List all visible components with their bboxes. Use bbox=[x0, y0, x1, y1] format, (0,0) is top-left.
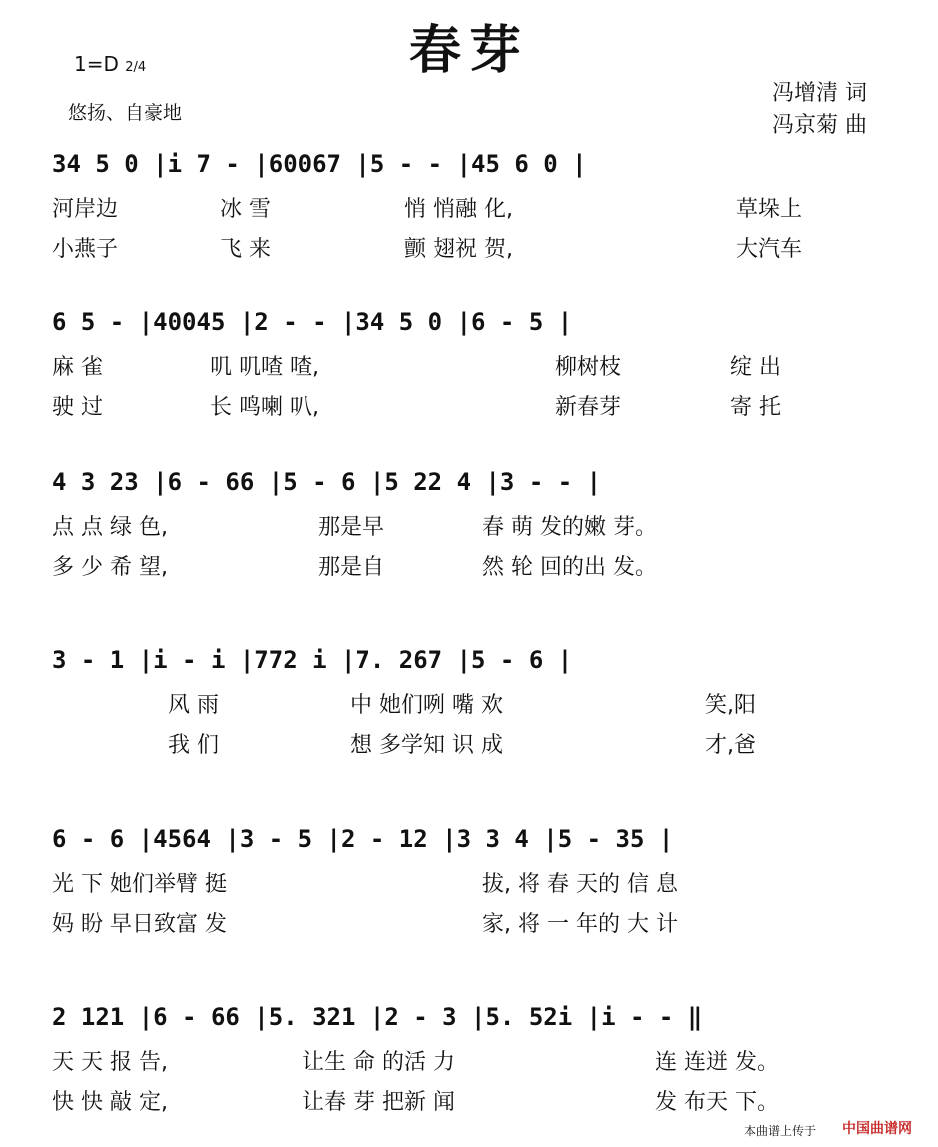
time-signature: 2/4 bbox=[125, 60, 147, 75]
lyric-line-2 bbox=[0, 731, 938, 761]
notation-line bbox=[0, 643, 938, 677]
lyric-phrase: 家, 将 一 年的 大 计 bbox=[482, 912, 678, 937]
lyric-phrase: 长 鸣喇 叭, bbox=[210, 395, 319, 420]
lyric-phrase: 中 她们咧 嘴 欢 bbox=[350, 693, 503, 718]
lyric-phrase: 妈 盼 早日致富 发 bbox=[52, 912, 227, 937]
notation-text: 6 - 6 |4564 |3 - 5 |2 - 12 |3 3 4 |5 - 35 | bbox=[52, 825, 674, 853]
footer-text: 本曲谱上传于 bbox=[744, 1124, 817, 1138]
song-title: 春芽 bbox=[408, 21, 529, 81]
notation-line bbox=[0, 305, 938, 339]
lyric-phrase: 点 点 绿 色, bbox=[52, 515, 168, 540]
composer-credit: 冯京菊 曲 bbox=[772, 113, 867, 138]
lyric-line-1 bbox=[0, 195, 938, 225]
notation-line bbox=[0, 822, 938, 856]
lyric-phrase: 让春 芽 把新 闻 bbox=[302, 1090, 455, 1115]
notation-line bbox=[0, 147, 938, 181]
lyric-phrase: 大汽车 bbox=[736, 237, 803, 262]
lyric-line-1 bbox=[0, 691, 938, 721]
notation-text: 4 3 23 |6 - 66 |5 - 6 |5 22 4 |3 - - | bbox=[52, 468, 602, 496]
notation-text: 6 5 - |40045 |2 - - |34 5 0 |6 - 5 | bbox=[52, 308, 573, 336]
tempo-marking: 悠扬、自豪地 bbox=[68, 102, 183, 124]
lyric-phrase: 冰 雪 bbox=[220, 197, 271, 222]
lyric-phrase: 多 少 希 望, bbox=[52, 555, 168, 580]
lyric-phrase: 我 们 bbox=[168, 733, 219, 758]
lyric-line-1 bbox=[0, 870, 938, 900]
lyric-phrase: 那是自 bbox=[318, 555, 385, 580]
lyric-phrase: 才,爸 bbox=[705, 733, 756, 758]
notation-line bbox=[0, 1000, 938, 1034]
notation-text: 34 5 0 |i 7 - |60067 |5 - - |45 6 0 | bbox=[52, 150, 587, 178]
lyric-line-2 bbox=[0, 235, 938, 265]
lyric-phrase: 新春芽 bbox=[555, 395, 622, 420]
lyric-phrase: 光 下 她们举臂 挺 bbox=[52, 872, 227, 897]
lyric-phrase: 然 轮 回的出 发。 bbox=[482, 555, 657, 580]
lyric-phrase: 草垛上 bbox=[736, 197, 803, 222]
lyric-phrase: 驶 过 bbox=[52, 395, 103, 420]
lyric-phrase: 连 连迸 发。 bbox=[655, 1050, 779, 1075]
notation-text: 2 121 |6 - 66 |5. 321 |2 - 3 |5. 52i |i - - ‖ bbox=[52, 1003, 703, 1031]
lyric-phrase: 叽 叽喳 喳, bbox=[210, 355, 319, 380]
lyric-phrase: 想 多学知 识 成 bbox=[350, 733, 503, 758]
lyric-phrase: 柳树枝 bbox=[555, 355, 622, 380]
lyric-phrase: 天 天 报 告, bbox=[52, 1050, 168, 1075]
lyric-phrase: 悄 悄融 化, bbox=[404, 197, 513, 222]
lyric-line-2 bbox=[0, 910, 938, 940]
lyric-phrase: 飞 来 bbox=[220, 237, 271, 262]
lyric-line-2 bbox=[0, 393, 938, 423]
lyric-phrase: 麻 雀 bbox=[52, 355, 103, 380]
lyric-phrase: 那是早 bbox=[318, 515, 385, 540]
lyric-line-1 bbox=[0, 1048, 938, 1078]
lyric-phrase: 小燕子 bbox=[52, 237, 119, 262]
lyric-line-2 bbox=[0, 553, 938, 583]
lyric-phrase: 发 布天 下。 bbox=[655, 1090, 779, 1115]
lyric-line-1 bbox=[0, 513, 938, 543]
key-signature: 1=D 2/4 bbox=[74, 52, 147, 76]
lyric-phrase: 寄 托 bbox=[730, 395, 781, 420]
notation-line bbox=[0, 465, 938, 499]
lyric-phrase: 颤 翅祝 贺, bbox=[404, 237, 513, 262]
lyric-phrase: 风 雨 bbox=[168, 693, 219, 718]
lyric-line-2 bbox=[0, 1088, 938, 1118]
lyric-phrase: 快 快 敲 定, bbox=[52, 1090, 168, 1115]
lyric-phrase: 河岸边 bbox=[52, 197, 119, 222]
lyric-phrase: 春 萌 发的嫩 芽。 bbox=[482, 515, 657, 540]
lyric-phrase: 笑,阳 bbox=[705, 693, 756, 718]
lyric-phrase: 绽 出 bbox=[730, 355, 781, 380]
notation-text: 3 - 1 |i - i |772 i |7. 267 |5 - 6 | bbox=[52, 646, 573, 674]
lyric-line-1 bbox=[0, 353, 938, 383]
lyricist-credit: 冯增清 词 bbox=[772, 81, 867, 106]
lyric-phrase: 拔, 将 春 天的 信 息 bbox=[482, 872, 678, 897]
site-logo: 中国曲谱网 bbox=[842, 1121, 912, 1137]
lyric-phrase: 让生 命 的活 力 bbox=[302, 1050, 455, 1075]
